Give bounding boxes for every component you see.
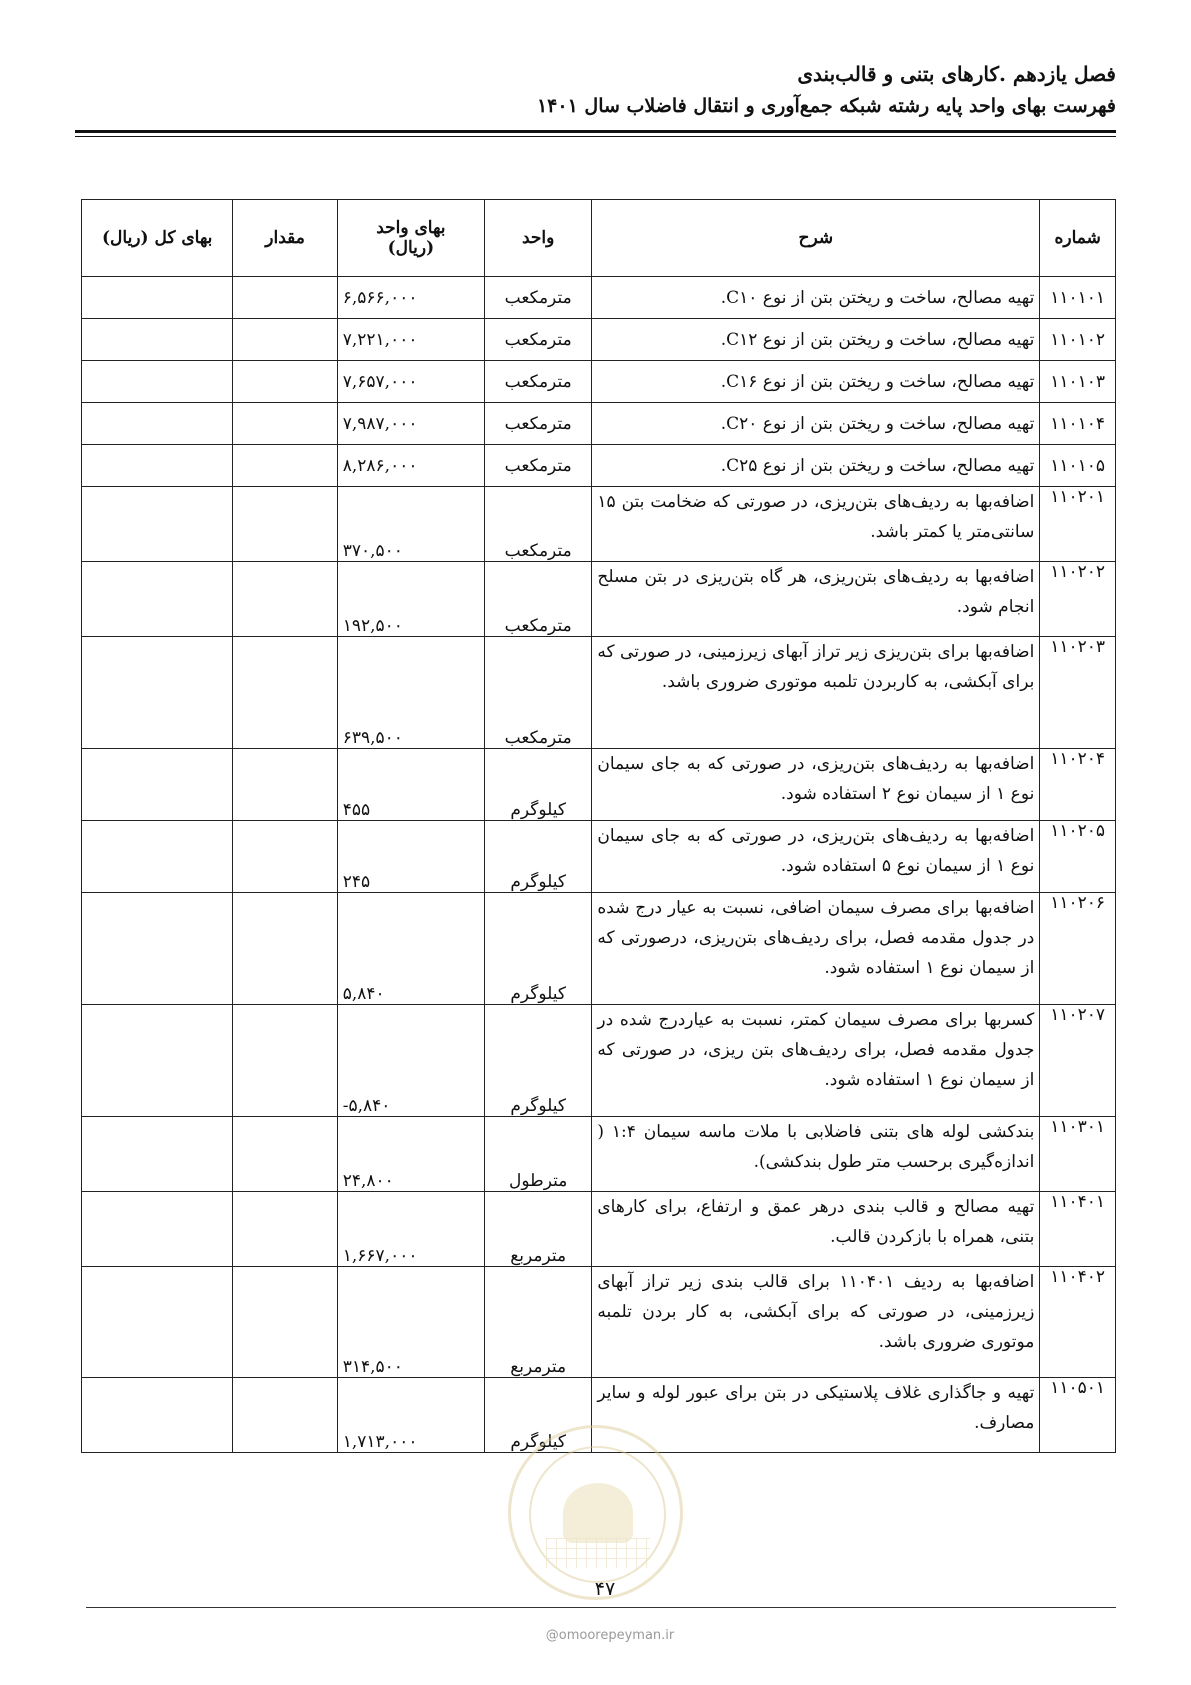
row-number: ۱۱۰۲۰۲ (1040, 562, 1116, 637)
row-total (82, 1378, 233, 1453)
header-unit-price: بهای واحد (ریال) (337, 200, 484, 277)
row-unit: مترمربع (485, 1267, 592, 1378)
row-unit-price: ۶,۵۶۶,۰۰۰ (337, 277, 484, 319)
row-unit-price: ۱۹۲,۵۰۰ (337, 562, 484, 637)
chapter-title: فصل یازدهم .کارهای بتنی و قالب‌بندی (797, 62, 1116, 86)
row-total (82, 403, 233, 445)
table-row (82, 277, 1116, 319)
row-total (82, 1192, 233, 1267)
document-subtitle: فهرست بهای واحد پایه رشته شبکه جمع‌آوری و انتقال فاضلاب سال ۱۴۰۱ (536, 95, 1116, 117)
row-quantity (233, 893, 337, 1005)
row-quantity (233, 319, 337, 361)
row-quantity (233, 487, 337, 562)
row-number: ۱۱۰۲۰۷ (1040, 1005, 1116, 1117)
row-quantity (233, 1267, 337, 1378)
watermark-seal (508, 1425, 683, 1600)
row-total (82, 445, 233, 487)
row-total (82, 487, 233, 562)
seal-emblem-icon (563, 1483, 633, 1543)
row-number: ۱۱۰۳۰۱ (1040, 1117, 1116, 1192)
footer-rule (86, 1607, 1116, 1608)
row-unit: مترطول (485, 1117, 592, 1192)
table-row (82, 361, 1116, 403)
row-number: ۱۱۰۲۰۵ (1040, 821, 1116, 893)
row-unit: مترمکعب (485, 487, 592, 562)
row-unit: مترمکعب (485, 445, 592, 487)
row-unit: مترمکعب (485, 319, 592, 361)
row-unit-price: ۲۴۵ (337, 821, 484, 893)
row-unit-price: ۷,۶۵۷,۰۰۰ (337, 361, 484, 403)
header-rule-thin (75, 136, 1116, 137)
row-description: اضافه‌بها برای بتن‌ریزی زیر تراز آبهای زیرزمینی، در صورتی که برای آبکشی، به کاربردن تلمبه موتوری ضروری باشد. (592, 637, 1040, 749)
row-unit: کیلوگرم (485, 1005, 592, 1117)
seal-grid-pattern (546, 1538, 650, 1568)
row-unit-price: ۱,۷۱۳,۰۰۰ (337, 1378, 484, 1453)
row-quantity (233, 445, 337, 487)
table-row (82, 562, 1116, 637)
table-header-row (82, 200, 1116, 277)
row-total (82, 893, 233, 1005)
row-total (82, 1117, 233, 1192)
row-number: ۱۱۰۱۰۳ (1040, 361, 1116, 403)
row-number: ۱۱۰۲۰۱ (1040, 487, 1116, 562)
row-unit: کیلوگرم (485, 893, 592, 1005)
row-quantity (233, 1192, 337, 1267)
row-description: اضافه‌بها برای مصرف سیمان اضافی، نسبت به عیار درج شده در جدول مقدمه فصل، برای ردیف‌های بتن‌ریزی، درصورتی که از سیمان نوع ۱ استفاده شود. (592, 893, 1040, 1005)
row-unit-price: ۱,۶۶۷,۰۰۰ (337, 1192, 484, 1267)
row-unit-price: ۲۴,۸۰۰ (337, 1117, 484, 1192)
row-number: ۱۱۰۲۰۴ (1040, 749, 1116, 821)
table-row (82, 1005, 1116, 1117)
table-row (82, 1267, 1116, 1378)
row-description: اضافه‌بها به ردیف‌های بتن‌ریزی، هر گاه بتن‌ریزی در بتن مسلح انجام شود. (592, 562, 1040, 637)
header-number: شماره (1040, 200, 1116, 277)
table-row (82, 445, 1116, 487)
row-number: ۱۱۰۱۰۱ (1040, 277, 1116, 319)
row-number: ۱۱۰۱۰۵ (1040, 445, 1116, 487)
row-number: ۱۱۰۱۰۲ (1040, 319, 1116, 361)
row-quantity (233, 637, 337, 749)
row-total (82, 562, 233, 637)
row-unit-price: ۶۳۹,۵۰۰ (337, 637, 484, 749)
row-number: ۱۱۰۵۰۱ (1040, 1378, 1116, 1453)
table-row (82, 637, 1116, 749)
row-quantity (233, 1005, 337, 1117)
table-row (82, 749, 1116, 821)
row-total (82, 749, 233, 821)
row-description: تهیه مصالح، ساخت و ریختن بتن از نوع C۲۰. (592, 403, 1040, 445)
row-number: ۱۱۰۱۰۴ (1040, 403, 1116, 445)
row-description: تهیه مصالح و قالب بندی درهر عمق و ارتفاع، برای کارهای بتنی، همراه با بازکردن قالب. (592, 1192, 1040, 1267)
row-number: ۱۱۰۴۰۱ (1040, 1192, 1116, 1267)
table-row (82, 403, 1116, 445)
row-total (82, 277, 233, 319)
table-row (82, 821, 1116, 893)
row-unit: مترمکعب (485, 403, 592, 445)
row-quantity (233, 1378, 337, 1453)
row-description: تهیه مصالح، ساخت و ریختن بتن از نوع C۱۰. (592, 277, 1040, 319)
header-total: بهای کل (ریال) (82, 200, 233, 277)
row-unit-price: ۸,۲۸۶,۰۰۰ (337, 445, 484, 487)
row-description: اضافه‌بها به ردیف ۱۱۰۴۰۱ برای قالب بندی زیر تراز آبهای زیرزمینی، در صورتی که برای آبکشی، به کار بردن تلمبه موتوری ضروری باشد. (592, 1267, 1040, 1378)
row-unit-price: ۷,۹۸۷,۰۰۰ (337, 403, 484, 445)
row-unit-price: ۳۱۴,۵۰۰ (337, 1267, 484, 1378)
row-quantity (233, 1117, 337, 1192)
header-unit: واحد (485, 200, 592, 277)
row-description: اضافه‌بها به ردیف‌های بتن‌ریزی، در صورتی که به جای سیمان نوع ۱ از سیمان نوع ۲ استفاده شود. (592, 749, 1040, 821)
row-description: تهیه مصالح، ساخت و ریختن بتن از نوع C۱۶. (592, 361, 1040, 403)
page-header (76, 58, 1116, 122)
row-description: کسربها برای مصرف سیمان کمتر، نسبت به عیاردرج شده در جدول مقدمه فصل، برای ردیف‌های بتن ریزی، در صورتی که از سیمان نوع ۱ استفاده شود. (592, 1005, 1040, 1117)
row-unit-price: ۵,۸۴۰ (337, 893, 484, 1005)
header-quantity: مقدار (233, 200, 337, 277)
table-row (82, 893, 1116, 1005)
row-quantity (233, 403, 337, 445)
row-description: بندکشی لوله های بتنی فاضلابی با ملات ماسه سیمان ۱:۴ ( اندازه‌گیری برحسب متر طول بندکشی). (592, 1117, 1040, 1192)
row-unit: مترمکعب (485, 277, 592, 319)
table-row (82, 319, 1116, 361)
table-row (82, 1117, 1116, 1192)
price-list-table (81, 199, 1116, 1453)
row-unit: مترمکعب (485, 637, 592, 749)
row-description: تهیه مصالح، ساخت و ریختن بتن از نوع C۱۲. (592, 319, 1040, 361)
page-number: ۴۷ (594, 1578, 616, 1600)
row-total (82, 1267, 233, 1378)
website-watermark: @omoorepeyman.ir (545, 1628, 675, 1643)
table-row (82, 487, 1116, 562)
row-unit-price: ۳۷۰,۵۰۰ (337, 487, 484, 562)
row-unit: کیلوگرم (485, 1378, 592, 1453)
row-quantity (233, 361, 337, 403)
row-quantity (233, 277, 337, 319)
row-unit: مترمربع (485, 1192, 592, 1267)
row-description: تهیه مصالح، ساخت و ریختن بتن از نوع C۲۵. (592, 445, 1040, 487)
row-unit-price: -۵,۸۴۰ (337, 1005, 484, 1117)
row-total (82, 361, 233, 403)
row-total (82, 319, 233, 361)
row-unit: کیلوگرم (485, 821, 592, 893)
row-number: ۱۱۰۴۰۲ (1040, 1267, 1116, 1378)
row-unit: کیلوگرم (485, 749, 592, 821)
row-number: ۱۱۰۲۰۶ (1040, 893, 1116, 1005)
row-total (82, 821, 233, 893)
row-description: اضافه‌بها به ردیف‌های بتن‌ریزی، در صورتی که ضخامت بتن ۱۵ سانتی‌متر یا کمتر باشد. (592, 487, 1040, 562)
row-description: تهیه و جاگذاری غلاف پلاستیکی در بتن برای عبور لوله و سایر مصارف. (592, 1378, 1040, 1453)
row-unit: مترمکعب (485, 361, 592, 403)
row-unit: مترمکعب (485, 562, 592, 637)
row-quantity (233, 821, 337, 893)
row-unit-price: ۷,۲۲۱,۰۰۰ (337, 319, 484, 361)
row-total (82, 637, 233, 749)
table-row (82, 1192, 1116, 1267)
header-description: شرح (592, 200, 1040, 277)
row-number: ۱۱۰۲۰۳ (1040, 637, 1116, 749)
row-unit-price: ۴۵۵ (337, 749, 484, 821)
row-quantity (233, 562, 337, 637)
row-description: اضافه‌بها به ردیف‌های بتن‌ریزی، در صورتی که به جای سیمان نوع ۱ از سیمان نوع ۵ استفاده شود. (592, 821, 1040, 893)
row-total (82, 1005, 233, 1117)
header-rule-thick (75, 130, 1116, 133)
row-quantity (233, 749, 337, 821)
